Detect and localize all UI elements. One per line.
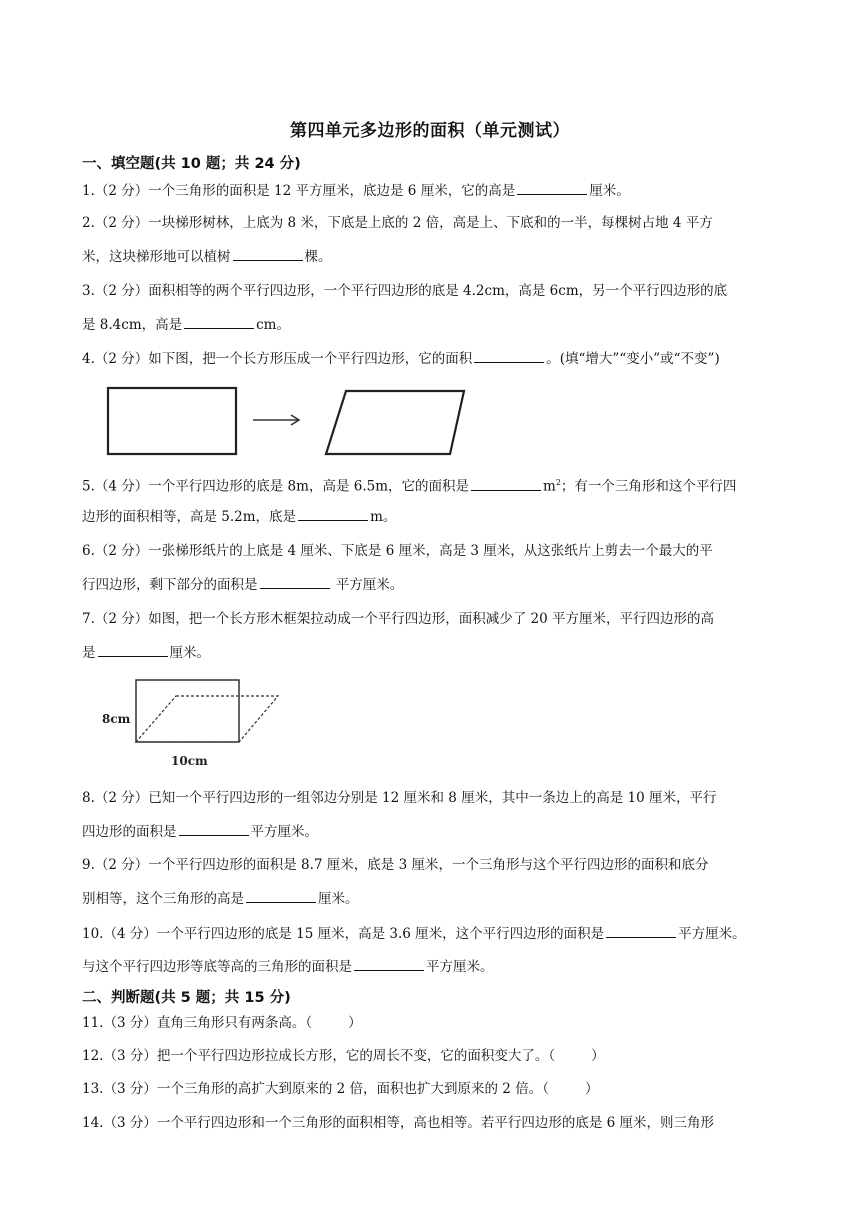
section-heading-fill-blank: 一、填空题(共 10 题；共 24 分) [82, 156, 301, 172]
question-text: 4.（2 分）如下图，把一个长方形压成一个平行四边形，它的面积 [82, 351, 473, 367]
question-text: 行四边形，剩下部分的面积是 [82, 577, 258, 593]
question-3-line-1: 3.（2 分）面积相等的两个平行四边形，一个平行四边形的底是 4.2cm，高是 6cm，另一个平行四边形的底 [82, 283, 728, 299]
question-text: ） [584, 1081, 599, 1097]
question-12 [82, 1046, 605, 1066]
question-text: 棵。 [304, 249, 332, 265]
question-text: 10.（4 分）一个平行四边形的底是 15 厘米，高是 3.6 厘米，这个平行四边形的面积是 [82, 926, 605, 942]
question-text: cm。 [256, 317, 290, 333]
unit-superscript: 2 [555, 478, 561, 487]
question-8-line-1: 8.（2 分）已知一个平行四边形的一组邻边分别是 12 厘米和 8 厘米，其中一条边上的高是 10 厘米，平行 [82, 790, 717, 806]
question-text: ） [591, 1048, 605, 1064]
question-text: 12.（3 分）把一个平行四边形拉成长方形，它的周长不变，它的面积变大了。（ [82, 1048, 556, 1064]
answer-blank[interactable] [260, 574, 330, 589]
question-6-line-1: 6.（2 分）一张梯形纸片的上底是 4 厘米、下底是 6 厘米，高是 3 厘米，从这张纸片上剪去一个最大的平 [82, 543, 713, 559]
rectangle-to-parallelogram-figure [100, 382, 480, 462]
question-text: 四边形的面积是 [82, 824, 177, 840]
parallelogram-shape [326, 391, 464, 454]
question-7-line-1: 7.（2 分）如图，把一个长方形木框架拉动成一个平行四边形，面积减少了 20 平方厘米，平行四边形的高 [82, 611, 715, 627]
question-1 [82, 180, 630, 201]
question-text: ） [348, 1015, 362, 1031]
question-9-line-2 [82, 888, 359, 909]
unit-text: m [543, 478, 556, 495]
question-5-line-2 [82, 506, 396, 527]
question-14-line-1: 14.（3 分）一个平行四边形和一个三角形的面积相等，高也相等。若平行四边形的底是 6 厘米，则三角形 [82, 1115, 715, 1131]
question-text: 米，这块梯形地可以植树 [82, 249, 231, 265]
question-text: 。(填“增大”“变小”或“不变”) [546, 351, 720, 367]
question-text: 边形的面积相等，高是 5.2m，底是 [82, 509, 297, 525]
question-text: m。 [370, 509, 397, 525]
question-9-line-1: 9.（2 分）一个平行四边形的面积是 8.7 厘米，底是 3 厘米，一个三角形与这个平行四边形的面积和底分 [82, 857, 709, 873]
question-text: 平方厘米。 [250, 824, 318, 840]
question-11 [82, 1013, 362, 1033]
answer-blank[interactable] [184, 314, 254, 329]
question-7-line-2 [82, 642, 210, 663]
question-text: 厘米。 [169, 645, 210, 661]
answer-blank[interactable] [474, 348, 544, 363]
question-text: 是 8.4cm，高是 [82, 317, 183, 333]
answer-blank[interactable] [98, 642, 168, 657]
question-text: 5.（4 分）一个平行四边形的底是 8m，高是 6.5m，它的面积是 [82, 478, 470, 495]
question-6-line-2 [82, 574, 403, 595]
answer-blank[interactable] [179, 821, 249, 836]
question-text: 平方厘米。 [426, 959, 494, 975]
page-title: 第四单元多边形的面积（单元测试） [290, 121, 570, 141]
question-2-line-2 [82, 246, 332, 267]
answer-blank[interactable] [471, 476, 541, 491]
answer-blank[interactable] [246, 888, 316, 903]
question-10-line-1 [82, 923, 746, 944]
question-text: 13.（3 分）一个三角形的高扩大到原来的 2 倍，面积也扩大到原来的 2 倍。（ [82, 1081, 549, 1097]
question-text: 11.（3 分）直角三角形只有两条高。（ [82, 1015, 313, 1031]
question-text: ；有一个三角形和这个平行四 [560, 478, 737, 495]
question-5-line-1 [82, 473, 736, 497]
question-text: 是 [82, 645, 96, 661]
rectangle-frame [136, 680, 239, 742]
answer-blank[interactable] [233, 246, 303, 261]
question-10-line-2 [82, 956, 494, 977]
question-8-line-2 [82, 821, 318, 842]
question-text: 厘米。 [318, 891, 359, 907]
question-13 [82, 1079, 598, 1099]
question-text: 厘米。 [589, 183, 630, 199]
answer-blank[interactable] [606, 923, 676, 938]
frame-pull-figure [96, 674, 286, 774]
side-length-label: 8cm [102, 712, 131, 726]
question-4 [82, 348, 720, 369]
question-text: 别相等，这个三角形的高是 [82, 891, 244, 907]
question-2-line-1: 2.（2 分）一块梯形树林，上底为 8 米，下底是上底的 2 倍，高是上、下底和的一半，每棵树占地 4 平方 [82, 215, 713, 231]
rectangle-shape [108, 388, 236, 454]
base-length-label: 10cm [171, 754, 208, 768]
section-heading-true-false: 二、判断题(共 5 题；共 15 分) [82, 990, 291, 1006]
answer-blank[interactable] [298, 506, 368, 521]
question-text: 平方厘米。 [331, 577, 404, 593]
question-text: 平方厘米。 [678, 926, 746, 942]
answer-blank[interactable] [354, 956, 424, 971]
question-text: 1.（2 分）一个三角形的面积是 12 平方厘米，底边是 6 厘米，它的高是 [82, 183, 516, 199]
question-text: 与这个平行四边形等底等高的三角形的面积是 [82, 959, 352, 975]
parallelogram-dashed [136, 696, 278, 742]
answer-blank[interactable] [517, 180, 587, 195]
question-3-line-2 [82, 314, 290, 335]
